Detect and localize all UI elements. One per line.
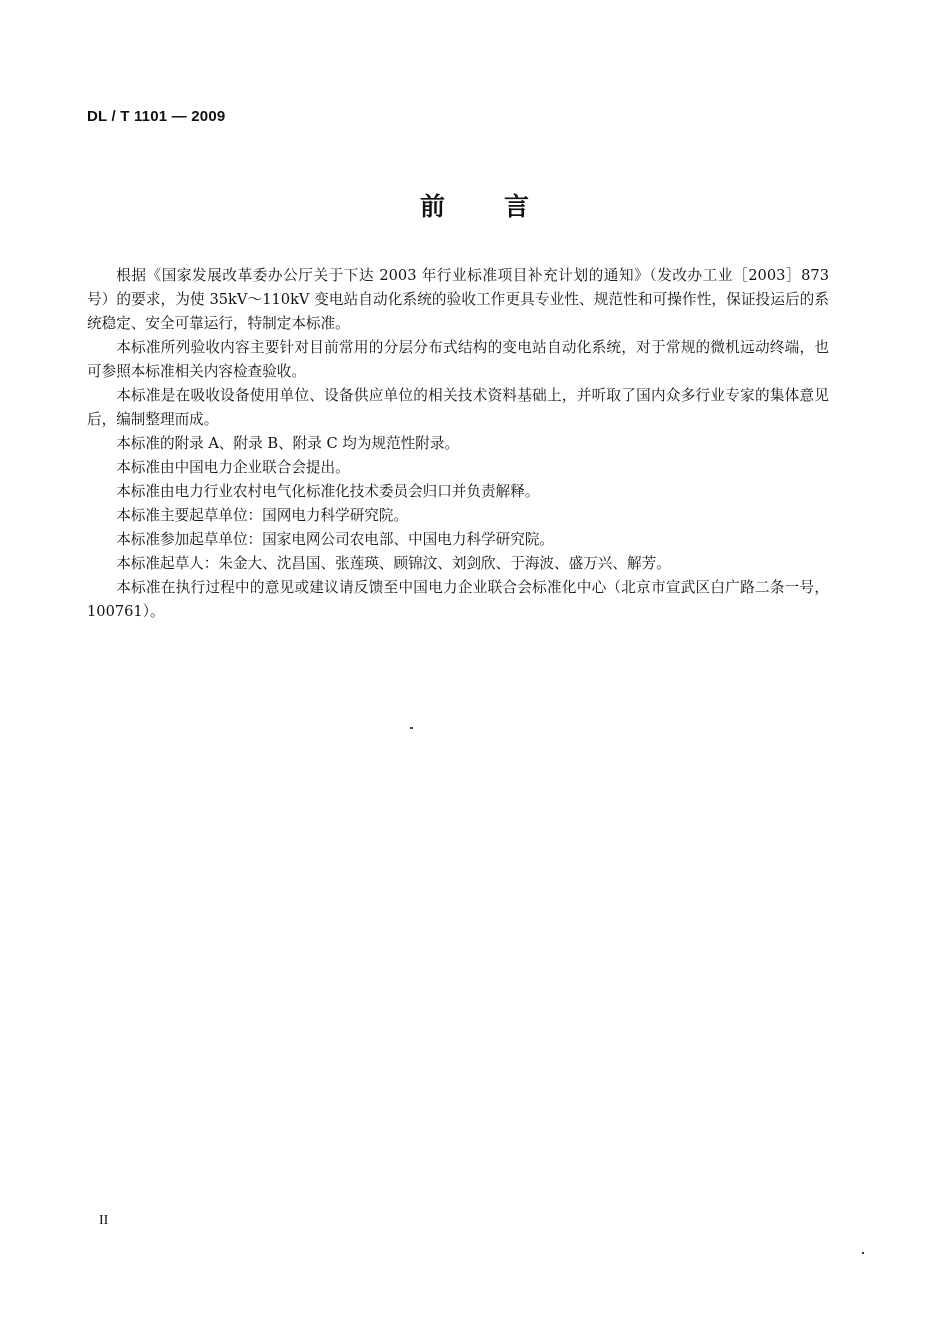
scan-speck-corner [862,1252,864,1254]
page-title [0,187,950,223]
paragraph-basis: 根据《国家发展改革委办公厅关于下达 2003 年行业标准项目补充计划的通知》（发改办工业［2003］873 号）的要求，为使 35kV～110kV 变电站自动化系统的验收工作更具专业性、规范性和可操作性，保证投运后的系统稳定、安全可靠运行，特制定本标准。 [87,267,829,332]
paragraph-proposer: 本标准由中国电力企业联合会提出。 [116,459,350,476]
page-number: II [99,1213,109,1228]
document-code: DL / T 1101 — 2009 [87,108,226,125]
paragraph-feedback: 本标准在执行过程中的意见或建议请反馈至中国电力企业联合会标准化中心（北京市宣武区白广路二条一号，100761）。 [87,579,829,620]
scan-speck [410,727,413,729]
paragraph-sources: 本标准是在吸收设备使用单位、设备供应单位的相关技术资料基础上，并听取了国内众多行业专家的集体意见后，编制整理而成。 [87,387,829,428]
title-char-1: 前 [419,192,446,221]
paragraph-committee: 本标准由电力行业农村电气化标准化技术委员会归口并负责解释。 [116,483,540,500]
paragraph-annexes: 本标准的附录 A、附录 B、附录 C 均为规范性附录。 [116,435,460,452]
paragraph-participants: 本标准参加起草单位：国家电网公司农电部、中国电力科学研究院。 [116,531,555,548]
paragraph-scope: 本标准所列验收内容主要针对目前常用的分层分布式结构的变电站自动化系统，对于常规的微机远动终端，也可参照本标准相关内容检查验收。 [87,339,829,380]
paragraph-main-drafter: 本标准主要起草单位：国网电力科学研究院。 [116,507,409,524]
paragraph-drafters: 本标准起草人：朱金大、沈昌国、张莲瑛、顾锦汶、刘剑欣、于海波、盛万兴、解芳。 [116,555,671,572]
title-char-2: 言 [504,192,531,221]
foreword-body [87,264,829,624]
